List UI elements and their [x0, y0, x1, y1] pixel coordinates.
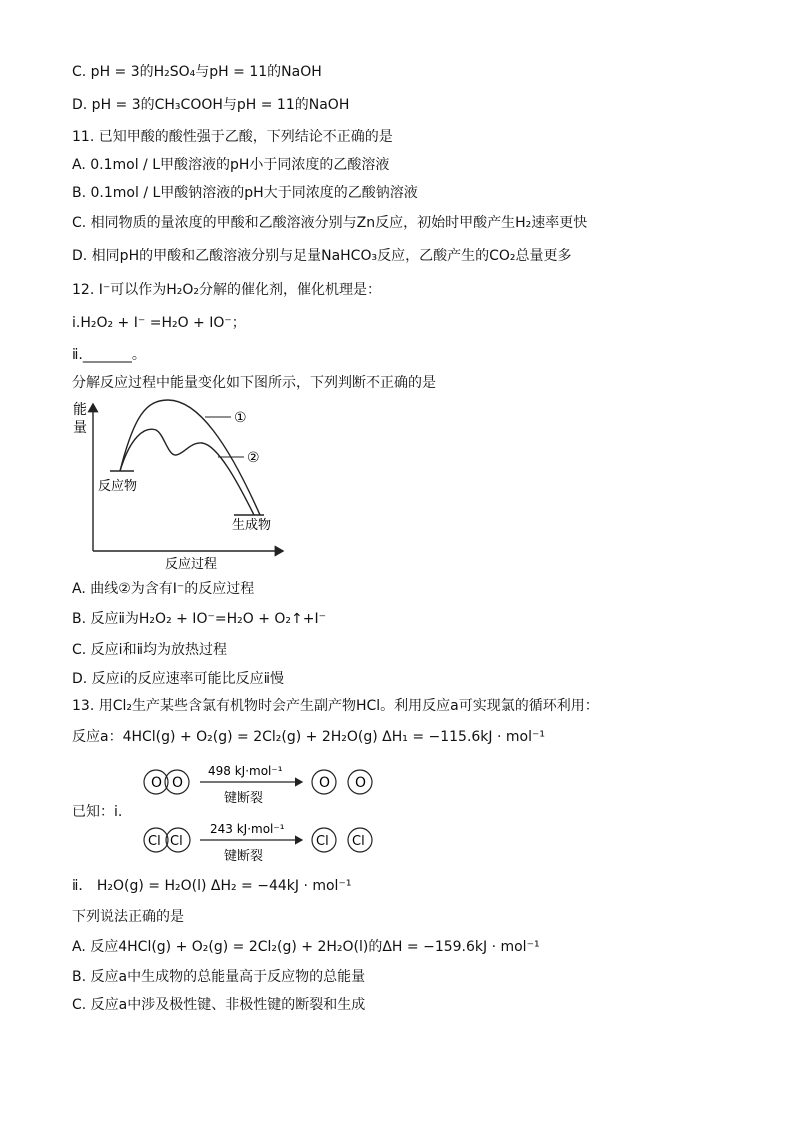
q12-step-i: ⅰ.H₂O₂ + I⁻ =H₂O + IO⁻；	[72, 315, 246, 331]
bond-break-label-clcl: 键断裂	[224, 849, 264, 864]
curve-1-label: ①	[234, 410, 247, 426]
q13-stem: 13. 用Cl₂生产某些含氯有机物时会产生副产物HCl。利用反应a可实现氯的循环利用：	[72, 698, 599, 714]
q13-reaction-a: 反应a：4HCl(g) + O₂(g) = 2Cl₂(g) + 2H₂O(g) ΔH₁ = −115.6kJ · mol⁻¹	[72, 729, 545, 745]
q12-stem: 12. I⁻可以作为H₂O₂分解的催化剂，催化机理是：	[72, 282, 382, 298]
energy-diagram	[68, 398, 298, 573]
product-label: 生成物	[232, 518, 272, 533]
atom-cl-1: Cl	[148, 834, 161, 849]
q11-option-b: B. 0.1mol / L甲酸钠溶液的pH大于同浓度的乙酸钠溶液	[72, 185, 418, 201]
q10-option-d: D. pH = 3的CH₃COOH与pH = 11的NaOH	[72, 97, 350, 113]
atom-o-3: O	[319, 775, 331, 791]
q13-known-ii: ⅱ． H₂O(g) = H₂O(l) ΔH₂ = −44kJ · mol⁻¹	[72, 878, 352, 894]
atom-cl-3: Cl	[316, 834, 329, 849]
q12-step-ii: ⅱ._______。	[72, 347, 146, 363]
q13-lead: 下列说法正确的是	[72, 909, 184, 925]
q11-stem: 11. 已知甲酸的酸性强于乙酸，下列结论不正确的是	[72, 129, 393, 145]
bond-diagram-oo	[138, 760, 388, 808]
y-axis-label-1: 能	[73, 402, 87, 418]
q11-option-a: A. 0.1mol / L甲酸溶液的pH小于同浓度的乙酸溶液	[72, 157, 390, 173]
reactant-label: 反应物	[98, 479, 138, 494]
y-axis-label-2: 量	[73, 420, 87, 436]
atom-cl-4: Cl	[352, 834, 365, 849]
q13-option-b: B. 反应a中生成物的总能量高于反应物的总能量	[72, 969, 366, 985]
atom-cl-2: Cl	[170, 834, 183, 849]
bond-energy-oo: 498 kJ·mol⁻¹	[208, 764, 283, 778]
q13-option-a: A. 反应4HCl(g) + O₂(g) = 2Cl₂(g) + 2H₂O(l)的ΔH = −159.6kJ · mol⁻¹	[72, 939, 540, 955]
curve-2	[120, 429, 254, 515]
bond-energy-clcl: 243 kJ·mol⁻¹	[210, 822, 285, 836]
q11-option-c: C. 相同物质的量浓度的甲酸和乙酸溶液分别与Zn反应，初始时甲酸产生H₂速率更快	[72, 215, 588, 231]
q12-option-a: A. 曲线②为含有I⁻的反应过程	[72, 581, 255, 597]
bond-diagram-clcl	[138, 818, 388, 866]
atom-o-4: O	[355, 775, 367, 791]
q12-option-c: C. 反应ⅰ和ⅱ均为放热过程	[72, 642, 227, 658]
atom-o-2: O	[172, 775, 184, 791]
q13-option-c: C. 反应a中涉及极性键、非极性键的断裂和生成	[72, 997, 366, 1013]
q12-lead: 分解反应过程中能量变化如下图所示，下列判断不正确的是	[72, 375, 436, 391]
q10-option-c: C. pH = 3的H₂SO₄与pH = 11的NaOH	[72, 64, 322, 80]
curve-2-label: ②	[247, 450, 260, 466]
atom-o-1: O	[151, 775, 163, 791]
q11-option-d: D. 相同pH的甲酸和乙酸溶液分别与足量NaHCO₃反应，乙酸产生的CO₂总量更多	[72, 248, 572, 264]
q12-option-b: B. 反应ⅱ为H₂O₂ + IO⁻=H₂O + O₂↑+I⁻	[72, 611, 326, 627]
x-axis-label: 反应过程	[165, 557, 218, 572]
q12-option-d: D. 反应ⅰ的反应速率可能比反应ⅱ慢	[72, 671, 284, 687]
bond-break-label-oo: 键断裂	[224, 791, 264, 806]
q13-known: 已知：ⅰ.	[72, 804, 123, 820]
